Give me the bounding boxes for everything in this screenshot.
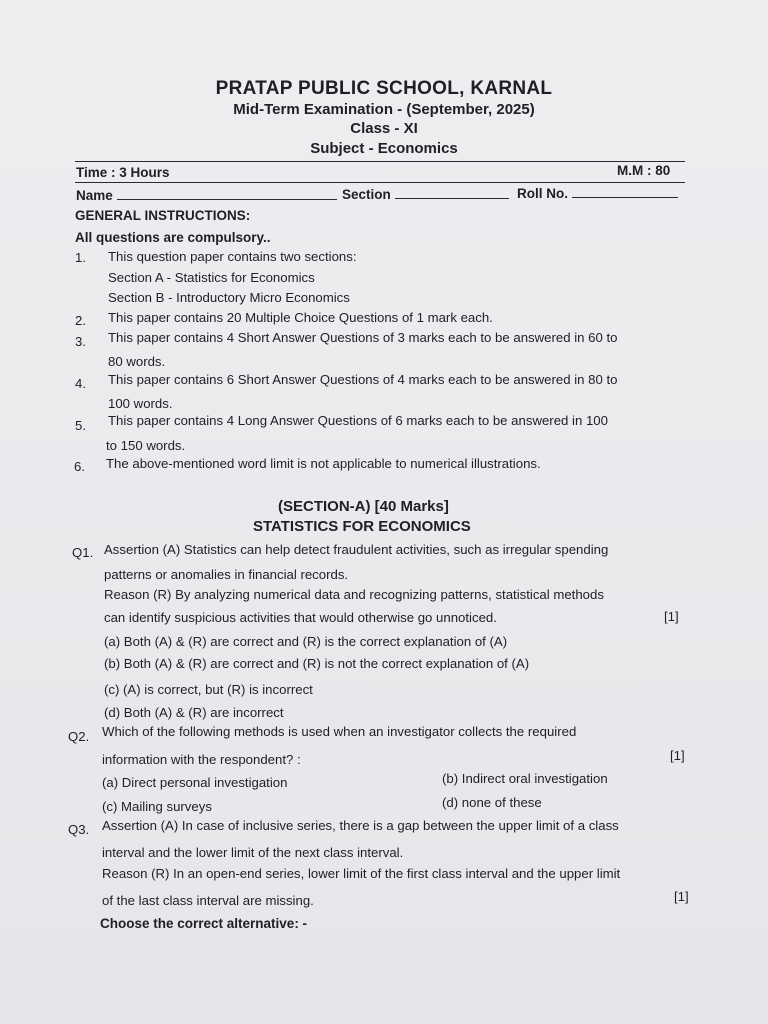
question-line: Which of the following methods is used when an investigator collects the required [102, 724, 577, 739]
question-line: information with the respondent? : [102, 752, 301, 767]
section-blank [395, 186, 509, 199]
subject-label: Subject - Economics [310, 140, 458, 157]
name-blank [117, 187, 337, 200]
instruction-line: This paper contains 4 Short Answer Questions of 3 marks each to be answered in 60 to [108, 330, 618, 345]
roll-label: Roll No. [517, 186, 568, 201]
instruction-line: Section A - Statistics for Economics [108, 270, 315, 285]
instruction-num: 5. [75, 418, 86, 433]
question-number: Q1. [72, 545, 94, 560]
instructions-title: GENERAL INSTRUCTIONS: [75, 208, 251, 223]
question-line: patterns or anomalies in financial records. [104, 567, 349, 582]
choose-alternative: Choose the correct alternative: - [100, 916, 308, 931]
name-field [76, 187, 337, 203]
question-line: can identify suspicious activities that would otherwise go unnoticed. [104, 610, 497, 625]
instruction-line: 100 words. [108, 396, 173, 411]
section-a-subheading: STATISTICS FOR ECONOMICS [253, 518, 471, 535]
school-name: PRATAP PUBLIC SCHOOL, KARNAL [215, 78, 553, 99]
option-d: (d) Both (A) & (R) are incorrect [104, 705, 284, 720]
question-marks: [1] [670, 748, 685, 763]
instruction-line: Section B - Introductory Micro Economics [108, 290, 350, 305]
option-a: (a) Both (A) & (R) are correct and (R) is the correct explanation of (A) [104, 634, 508, 649]
option-d: (d) none of these [442, 795, 542, 810]
header-rule-top [75, 161, 685, 162]
max-marks: M.M : 80 [617, 163, 671, 178]
instruction-line: to 150 words. [106, 438, 186, 453]
instruction-line: This paper contains 20 Multiple Choice Questions of 1 mark each. [108, 310, 493, 325]
roll-field [517, 185, 678, 201]
section-a-heading: (SECTION-A) [40 Marks] [278, 498, 449, 515]
question-line: Assertion (A) Statistics can help detect fraudulent activities, such as irregular spending [104, 542, 609, 557]
instruction-num: 6. [74, 459, 85, 474]
class-label: Class - XI [350, 120, 418, 137]
section-label: Section [342, 187, 391, 202]
instruction-line: The above-mentioned word limit is not applicable to numerical illustrations. [106, 456, 541, 471]
instructions-compulsory: All questions are compulsory.. [75, 230, 271, 245]
section-field [342, 186, 509, 202]
instruction-num: 3. [75, 334, 86, 349]
option-c: (c) (A) is correct, but (R) is incorrect [104, 682, 313, 697]
instruction-line: 80 words. [108, 354, 166, 369]
instruction-num: 4. [75, 376, 86, 391]
roll-blank [572, 185, 678, 198]
option-b: (b) Both (A) & (R) are correct and (R) is not the correct explanation of (A) [104, 656, 530, 671]
question-line: Reason (R) In an open-end series, lower limit of the first class interval and the upper limit [102, 866, 621, 881]
question-line: Reason (R) By analyzing numerical data and recognizing patterns, statistical methods [104, 587, 604, 602]
time-label: Time : 3 Hours [76, 165, 170, 180]
question-number: Q3. [68, 822, 90, 837]
question-marks: [1] [664, 609, 679, 624]
option-b: (b) Indirect oral investigation [442, 771, 608, 786]
question-marks: [1] [674, 889, 689, 904]
instruction-num: 1. [75, 250, 86, 265]
question-line: interval and the lower limit of the next class interval. [102, 845, 404, 860]
header-rule-bottom [75, 182, 685, 183]
instruction-line: This question paper contains two sections: [108, 249, 357, 264]
instruction-line: This paper contains 4 Long Answer Questions of 6 marks each to be answered in 100 [108, 413, 608, 428]
exam-title: Mid-Term Examination - (September, 2025) [233, 101, 535, 118]
question-number: Q2. [68, 729, 90, 744]
name-label: Name [76, 188, 113, 203]
option-a: (a) Direct personal investigation [102, 775, 288, 790]
question-line: of the last class interval are missing. [102, 893, 314, 908]
instruction-line: This paper contains 6 Short Answer Questions of 4 marks each to be answered in 80 to [108, 372, 618, 387]
option-c: (c) Mailing surveys [102, 799, 212, 814]
instruction-num: 2. [75, 313, 86, 328]
question-line: Assertion (A) In case of inclusive series, there is a gap between the upper limit of a class [102, 818, 619, 833]
